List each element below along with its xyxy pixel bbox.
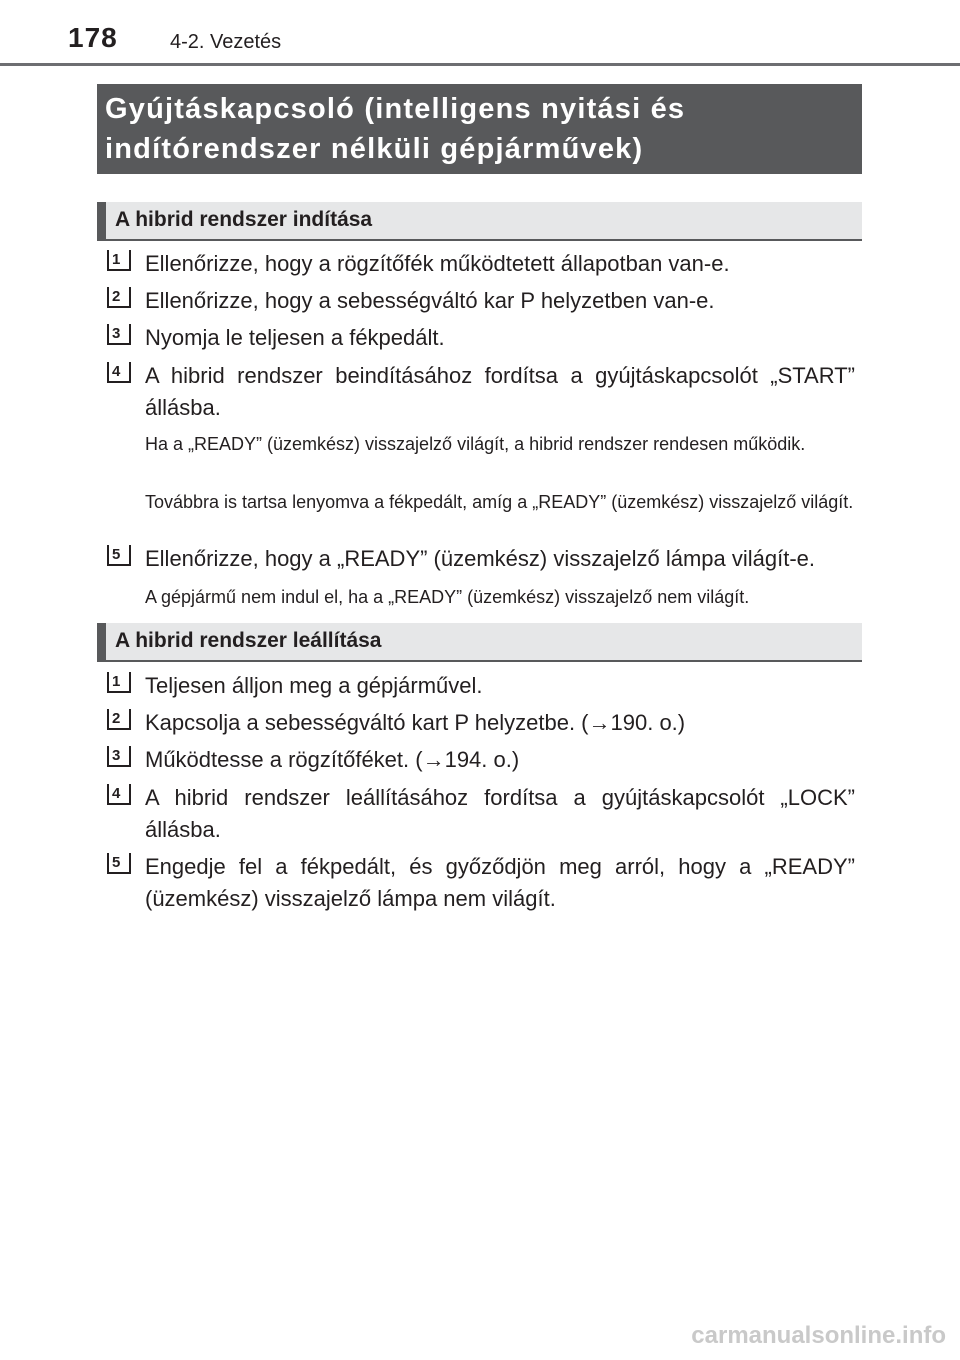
stop-section-heading: A hibrid rendszer leállítása (97, 623, 862, 662)
step-number-badge: 3 (107, 746, 131, 767)
step-number-badge: 1 (107, 672, 131, 693)
page-title-line-2: indítórendszer nélküli gépjárművek) (105, 133, 644, 165)
stop-step-2-text: Kapcsolja a sebességváltó kart P helyzetbe. (→190. o.) (145, 710, 686, 735)
page-title-line-1: Gyújtáskapcsoló (intelligens nyitási és (105, 93, 686, 125)
stop-step-1-text: Teljesen álljon meg a gépjárművel. (145, 673, 483, 698)
section-reference: 4-2. Vezetés (170, 31, 282, 53)
step-number-badge: 2 (107, 287, 131, 308)
stop-step-5-text: Engedje fel a fékpedált, és győződjön meg arról, hogy a „READY” (üzemkész) visszajelző lámpa nem világít. (145, 854, 855, 911)
watermark-text: carmanualsonline.info (691, 1322, 946, 1349)
start-step-4-note-2: Továbbra is tartsa lenyomva a fékpedált, amíg a „READY” (üzemkész) visszajelző világít. (145, 492, 854, 512)
step-number-badge: 5 (107, 545, 131, 566)
start-step-3-text: Nyomja le teljesen a fékpedált. (145, 325, 445, 350)
start-step-5-note-1: A gépjármű nem indul el, ha a „READY” (üzemkész) visszajelző nem világít. (145, 587, 750, 607)
start-step-1-text: Ellenőrizze, hogy a rögzítőfék működtetett állapotban van-e. (145, 251, 730, 276)
step-number-badge: 5 (107, 853, 131, 874)
start-step-4-text: A hibrid rendszer beindításához fordítsa a gyújtáskapcsolót „START” állásba. (145, 363, 855, 420)
step-number-badge: 3 (107, 324, 131, 345)
start-step-2-text: Ellenőrizze, hogy a sebességváltó kar P helyzetben van-e. (145, 288, 715, 313)
step-number-badge: 4 (107, 362, 131, 383)
start-step-5-text: Ellenőrizze, hogy a „READY” (üzemkész) visszajelző lámpa világít-e. (145, 546, 816, 571)
step-number-badge: 4 (107, 784, 131, 805)
start-step-4-note-1: Ha a „READY” (üzemkész) visszajelző világít, a hibrid rendszer rendesen működik. (145, 434, 806, 454)
step-number-badge: 2 (107, 709, 131, 730)
step-number-badge: 1 (107, 250, 131, 271)
page-number: 178 (68, 22, 118, 53)
page-title (97, 84, 862, 174)
page-header (0, 0, 960, 66)
start-section-heading: A hibrid rendszer indítása (97, 202, 862, 241)
stop-step-3-text: Működtesse a rögzítőféket. (→194. o.) (145, 747, 520, 772)
header-divider (0, 63, 960, 66)
stop-step-4-text: A hibrid rendszer leállításához fordítsa a gyújtáskapcsolót „LOCK” állásba. (145, 785, 855, 842)
